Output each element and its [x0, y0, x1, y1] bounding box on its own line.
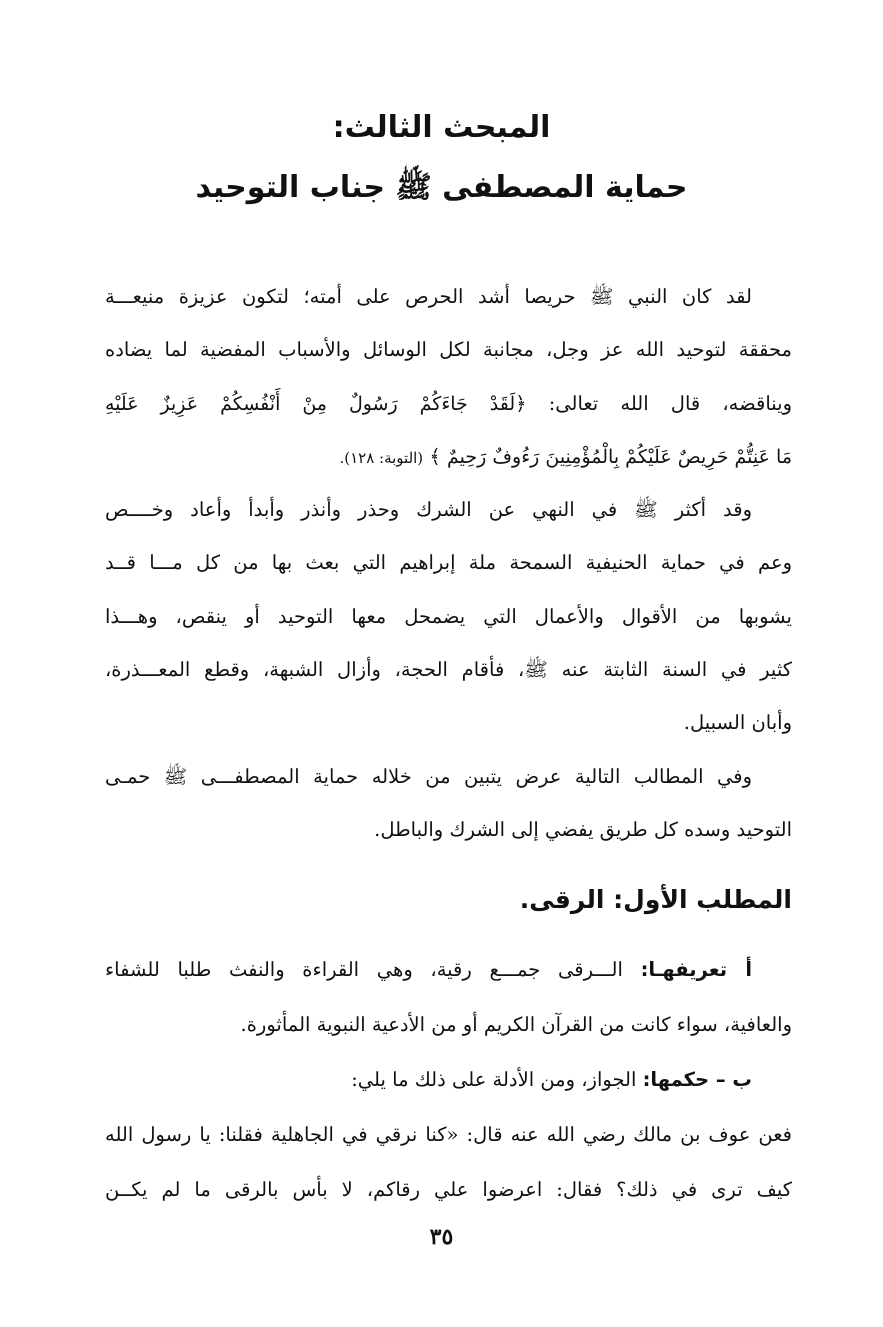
quran-verse: مَا عَنِتُّمْ حَرِيصٌ عَلَيْكُمْ بِالْمُؤْمِنِينَ رَءُوفٌ رَحِيمٌ: [447, 445, 792, 468]
text-segment: ﴾: [429, 444, 441, 468]
text-line: فعن عوف بن مالك رضي الله عنه قال: «كنا نرقي في الجاهلية فقلنا: يا رسول الله: [105, 1123, 792, 1146]
chapter-subheading: حماية المصطفى ﷺ جناب التوحيد: [195, 170, 688, 205]
text-line: والعافية، سواء كانت من القرآن الكريم أو من الأدعية النبوية المأثورة.: [240, 1013, 792, 1036]
text-line: وعم في حماية الحنيفية السمحة ملة إبراهيم التي بعث بها من كل مـــا قــد: [105, 551, 792, 575]
paragraph-overview: [105, 750, 792, 857]
text-line: كثير في السنة الثابتة عنه ﷺ، فأقام الحجة، وأزال الشبهة، وقطع المعـــذرة،: [105, 658, 792, 682]
text-line: محققة لتوحيد الله عز وجل، مجانبة لكل الوسائل والأسباب المفضية لما يضاده: [105, 338, 792, 362]
ruling-label: ب – حكمها:: [642, 1068, 752, 1091]
verse-reference: (التوبة: ١٢٨).: [339, 448, 424, 467]
text-segment: الجواز، ومن الأدلة على ذلك ما يلي:: [351, 1068, 637, 1091]
quran-verse: لَقَدْ جَاءَكُمْ رَسُولٌ مِنْ أَنْفُسِكُمْ عَزِيزٌ عَلَيْهِ: [105, 392, 516, 415]
text-line: [105, 377, 792, 430]
text-line: [105, 942, 792, 997]
text-line: يشوبها من الأقوال والأعمال التي يضمحل معها التوحيد أو ينقص، وهـــذا: [105, 604, 792, 628]
page-number: ٣٥: [429, 1224, 454, 1250]
section-heading: المطلب الأول: الرقى.: [519, 885, 792, 914]
text-line: كيف ترى في ذلك؟ فقال: اعرضوا علي رقاكم، لا بأس بالرقى ما لم يكــن: [105, 1178, 792, 1201]
paragraph-intro: [105, 270, 792, 483]
chapter-heading: المبحث الثالث:: [332, 110, 551, 145]
text-line: وأبان السبيل.: [683, 711, 792, 735]
body-text-section: [105, 942, 792, 1217]
text-line: وفي المطالب التالية عرض يتبين من خلاله حماية المصطفـــى ﷺ حمـى: [105, 764, 752, 788]
paragraph-shirk: [105, 483, 792, 749]
body-text: [105, 270, 792, 856]
text-line: [105, 1052, 792, 1107]
definition-label: أ تعريفهـا:: [640, 958, 753, 981]
text-segment: ويناقضه، قال الله تعالى: ﴿: [515, 391, 792, 415]
text-line: التوحيد وسده كل طريق يفضي إلى الشرك والباطل.: [374, 817, 792, 841]
text-line: لقد كان النبي ﷺ حريصا أشد الحرص على أمته؛ لتكون عزيزة منيعـــة: [105, 285, 752, 308]
text-segment: الـــرقى جمـــع رقية، وهي القراءة والنفث طلبا للشفاء: [105, 958, 623, 981]
text-line: [105, 430, 792, 483]
text-line: وقد أكثر ﷺ في النهي عن الشرك وحذر وأنذر وأبدأ وأعاد وخــــص: [105, 498, 752, 522]
